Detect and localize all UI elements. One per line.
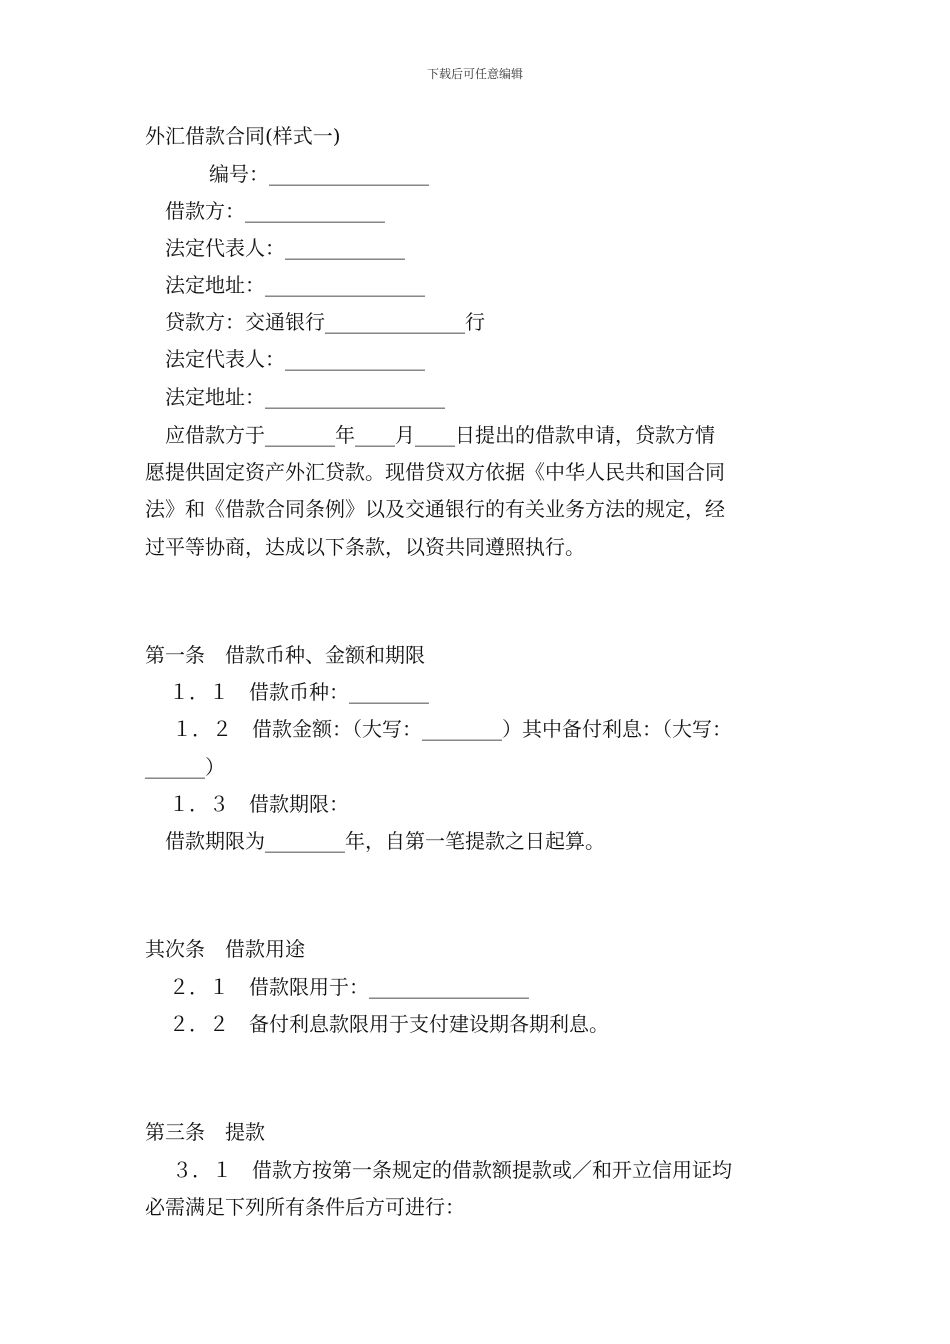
article-2-heading: 其次条 借款用途 [145,937,305,961]
page-header: 下载后可任意编辑 [426,67,523,81]
field-borrower-representative: 法定代表人：____________ [165,236,405,260]
article-1-clause: １．１ 借款币种：________ [169,680,429,704]
article-1-clause: ______） [145,755,225,779]
field-borrower: 借款方：______________ [165,199,385,223]
preamble-line: 愿提供固定资产外汇贷款。现借贷双方依据《中华人民共和国合同 [145,460,725,484]
article-3-clause: 必需满足下列所有条件后方可进行： [145,1195,465,1219]
field-contract-number: 编号：________________ [209,162,429,186]
article-1-heading: 第一条 借款币种、金额和期限 [145,643,425,667]
article-3-heading: 第三条 提款 [145,1120,265,1144]
article-3-clause: ３．１ 借款方按第一条规定的借款额提款或／和开立信用证均 [172,1158,732,1182]
preamble-line: 法》和《借款合同条例》以及交通银行的有关业务方法的规定，经 [145,497,725,521]
contract-title: 外汇借款合同(样式一) [145,124,341,148]
preamble-line: 应借款方于_______年____月____日提出的借款申请，贷款方情 [165,423,715,447]
article-1-clause: 借款期限为________年，自第一笔提款之日起算。 [165,829,605,853]
field-lender-address: 法定地址：__________________ [165,385,445,409]
field-borrower-address: 法定地址：________________ [165,273,425,297]
field-lender-representative: 法定代表人：______________ [165,347,425,371]
article-1-clause: １．３ 借款期限： [169,792,349,816]
article-2-clause: ２．２ 备付利息款限用于支付建设期各期利息。 [169,1012,609,1036]
field-lender: 贷款方：交通银行______________行 [165,310,485,334]
article-2-clause: ２．１ 借款限用于：________________ [169,975,529,999]
article-1-clause: １．２ 借款金额：（大写：________）其中备付利息：（大写： [172,717,732,741]
preamble-line: 过平等协商，达成以下条款，以资共同遵照执行。 [145,535,585,559]
